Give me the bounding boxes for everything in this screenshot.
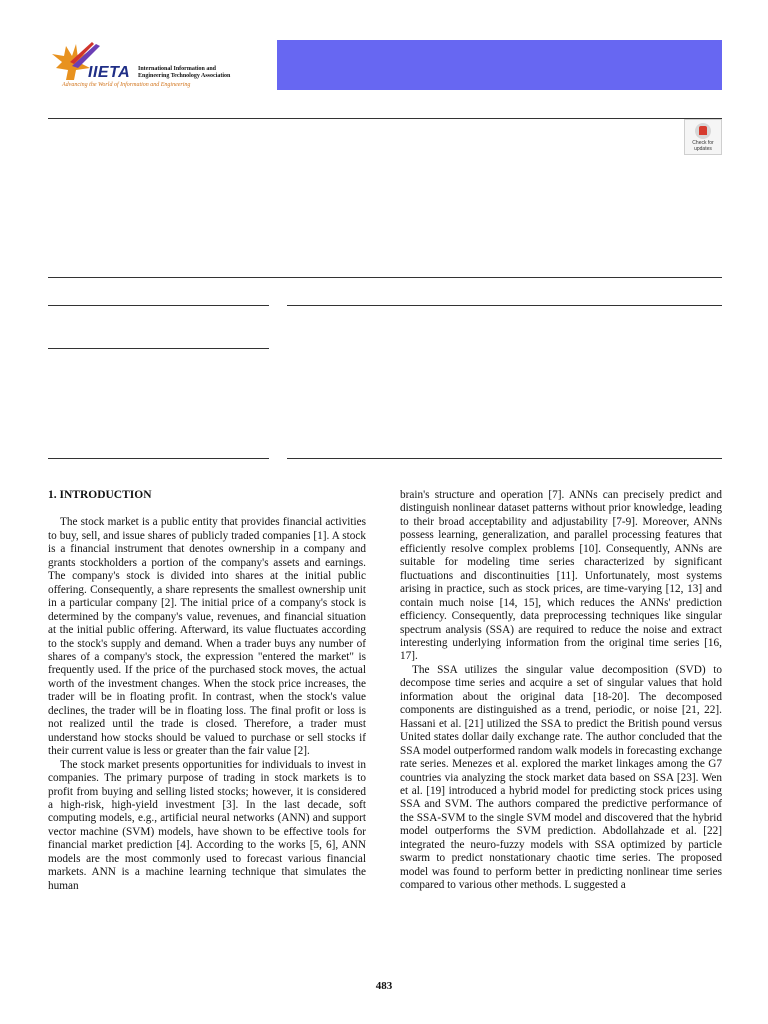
abstract-rule-top — [287, 305, 722, 306]
logo-wordmark: IIETA — [88, 64, 131, 81]
page-number: 483 — [375, 980, 393, 992]
paragraph: The stock market presents opportunities for individuals to invest in companies. The primary purpose of trading in stock markets is to profit from buying and selling listed stocks; however, it is considered a high-risk, high-yield investment [3]. In the last decade, soft computing models, e.g., artificial neural networks (ANN) and support vector machine (SVM) models, have shown to be effective tools for financial market prediction [4]. According to the works [5, 6], ANN models are the most commonly used to forecast various financial markets. ANN is a machine learning technique that simulates the human — [48, 758, 366, 892]
section-heading: 1. INTRODUCTION — [48, 489, 152, 501]
body-column-right — [400, 489, 722, 893]
body-column-left — [48, 489, 366, 893]
info-left-rule-top — [48, 305, 269, 306]
paragraph: brain's structure and operation [7]. ANNs can precisely predict and distinguish nonlinear dataset patterns without prior knowledge, leading to their broad acceptability and adjustability [7-9]. Moreover, ANNs possess learning, generalization, and parallel processing features that efficiently resolve complex problems [10]. Consequently, ANNs are suitable for modeling time series characterized by significant fluctuations and discontinuities [11]. Unfortunately, most systems arising in practice, such as stock prices, are time-varying [12, 13] and contain much noise [14, 15], which reduces the ANNs' prediction efficiency. Consequently, data preprocessing techniques like singular spectrum analysis (SSA) are required to reduce the noise and extract interesting underlying information from the original time series [16, 17]. — [400, 489, 722, 663]
title-block-rule — [48, 277, 722, 278]
logo-org-name: International Information and Engineering Technology Association — [138, 66, 231, 79]
iieta-logo — [48, 40, 244, 90]
badge-label: Check for updates — [692, 140, 714, 152]
bookmark-icon — [699, 126, 707, 135]
info-left-rule-mid — [48, 348, 269, 349]
header-banner — [277, 40, 722, 90]
logo-tagline: Advancing the World of Information and Engineering — [62, 82, 191, 88]
paragraph: The SSA utilizes the singular value decomposition (SVD) to decompose time series and acquire a set of singular values that hold information about the original data [18-20]. The decomposed components are distinguished as a trend, periodic, or noise [21, 22]. Hassani et al. [21] utilized the SSA to predict the British pound versus United states dollar daily exchange rate. The author concluded that the SSA model outperformed random walk models in forecasting exchange rate series. Menezes et al. explored the market linkages among the G7 countries via analyzing the stock market data based on SSA [23]. Wen et al. [19] introduced a hybrid model for predicting stock prices using SSA and SVM. The authors compared the predictive performance of the SSA-SVM to the single SVM model and discovered that the hybrid model outperforms the SVM prediction. Abdollahzade et al. [22] integrated the neuro-fuzzy models with SSA optimized by particle swarm to predict nonstationary chaotic time series. The proposed model was found to perform better in predicting nonlinear time series compared to various other methods. L suggested a — [400, 663, 722, 892]
header-rule — [48, 118, 722, 119]
paragraph: The stock market is a public entity that provides financial activities to buy, sell, and issue shares of publicly traded companies [1]. A stock is a financial instrument that denotes ownership in a company and grants stockholders a portion of the company's assets and earnings. The company's stock is divided into shares at the initial public offering. Consequently, a share represents the smallest ownership unit in a particular company [2]. The initial price of a company's stock is determined by the company's value, revenues, and financial situation at the initial public offering. Afterward, its value fluctuates according to the stock's supply and demand. When a trader buys any number of shares of a company's stock, the expression "entered the market" is frequently used. If the price of the purchased stock moves, the actual worth of the investment changes. When the stock price increases, the trader will be in floating profit. In contrast, when the stock's value declines, the trader will be in floating loss. The final profit or loss is not realized until the trade is closed. Therefore, a trader must understand how stocks should be valued to purchase or sell stocks if their current value is less or greater than the fair value [2]. — [48, 516, 366, 758]
info-left-rule-bottom — [48, 458, 269, 459]
check-for-updates-badge[interactable] — [684, 119, 722, 155]
abstract-rule-bottom — [287, 458, 722, 459]
